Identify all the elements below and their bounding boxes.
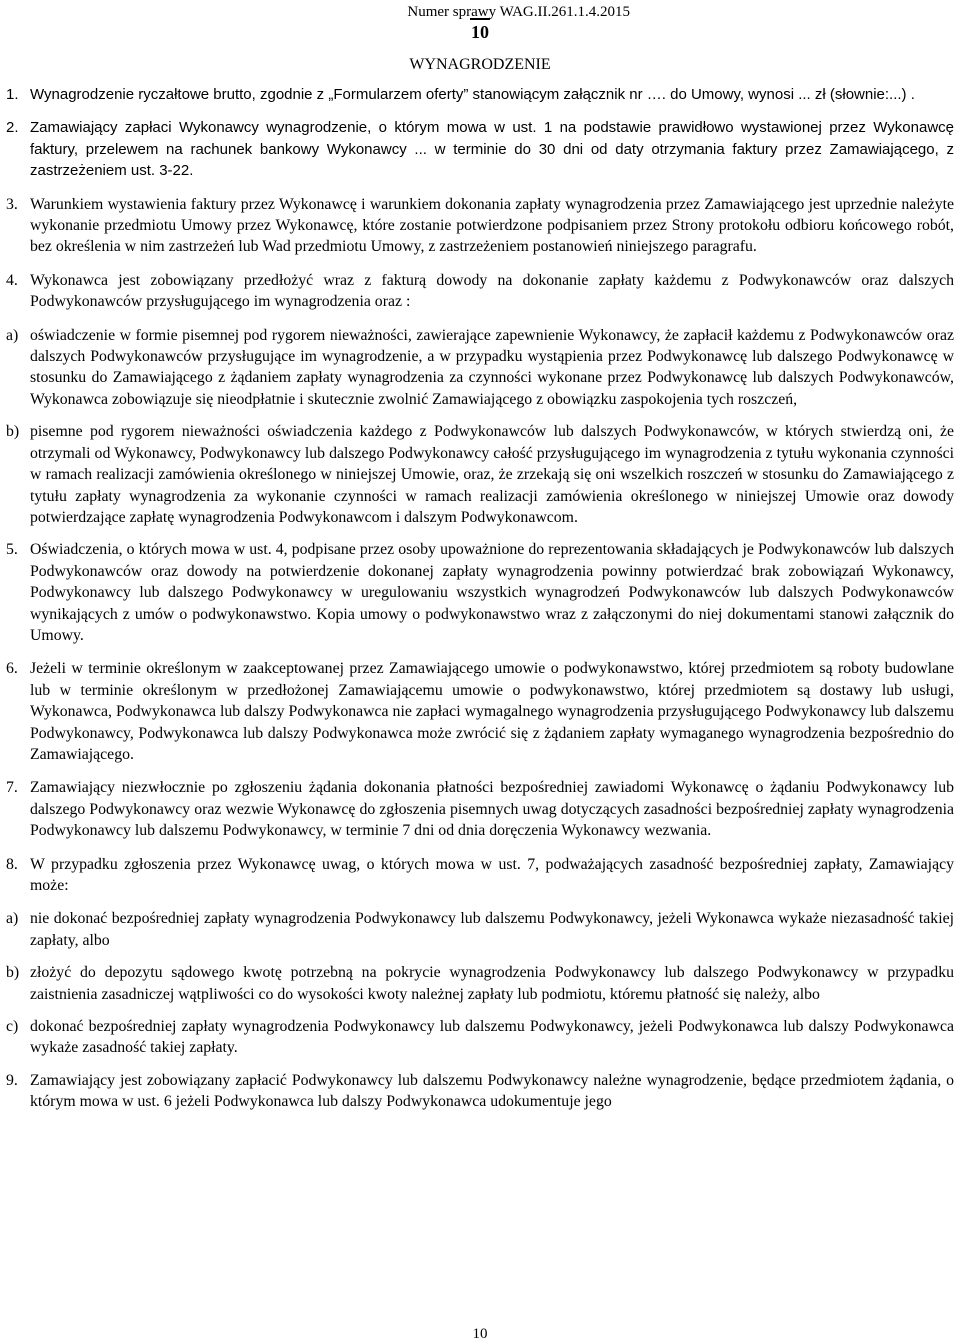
subpoint-letter: b) xyxy=(6,964,20,982)
paragraph-text: Zamawiający niezwłocznie po zgłoszeniu żądania dokonania płatności bezpośredniej zawiadomi Wykonawcę o żądaniu Podwykonawcy lub dalszego Podwykonawcy oraz wezwie Wykonawcę do zgłoszenia pisemnych uwag dotyczących zasadności bezpośredniej zapłaty wynagrodzenia Podwykonawcy lub dalszemu Podwykonawcy, w terminie 7 dni od dnia doręczenia Wykonawcy wezwania. xyxy=(30,779,954,840)
paragraph-4b xyxy=(6,421,954,528)
paragraph-number: 5. xyxy=(6,541,18,559)
paragraph-text: Wynagrodzenie ryczałtowe brutto, zgodnie z „Formularzem oferty” stanowiącym załącznik nr …. do Umowy, wynosi ... zł (słownie:...) . xyxy=(30,86,915,103)
paragraph-text: Wykonawca jest zobowiązany przedłożyć wraz z fakturą dowody na dokonanie zapłaty każdemu z Podwykonawców oraz dalszych Podwykonawców przysługującego im wynagrodzenia oraz : xyxy=(30,271,954,311)
case-number: Numer sprawy WAG.II.261.1.4.2015 xyxy=(407,4,630,20)
paragraph-text: Zamawiający jest zobowiązany zapłacić Podwykonawcy lub dalszemu Podwykonawcy należne wynagrodzenie, będące przedmiotem żądania, o którym mowa w ust. 6 jeżeli Podwykonawca lub dalszy Podwykonawca udokumentuje jego xyxy=(30,1071,954,1111)
paragraph-text: W przypadku zgłoszenia przez Wykonawcę uwag, o których mowa w ust. 7, podważających zasadność bezpośredniej zapłaty, Zamawiający może: xyxy=(30,855,954,894)
document-body xyxy=(6,84,954,1125)
paragraph-text: Warunkiem wystawienia faktury przez Wykonawcę i warunkiem dokonania zapłaty wynagrodzenia przez Zamawiającego jest uprzednie należyte wykonanie przedmiotu Umowy przez Wykonawcę, które zostanie potwierdzone podpisaniem przez Strony protokołu odbioru końcowego robót, bez określenia w nim zastrzeżeń lub Wad przedmiotu Umowy, z zastrzeżeniem postanowień niniejszego paragrafu. xyxy=(30,195,954,256)
subpoint-text: pisemne pod rygorem nieważności oświadczenia każdego z Podwykonawców lub dalszych Podwykonawców, w których stwierdzą oni, że otrzymali od Wykonawcy, Podwykonawcy lub dalszego Podwykonawcy całość przysługującego im wynagrodzenia z tytułu wykonania czynności w ramach realizacji zamówienia określonego w niniejszej Umowie, oraz, że zrzekają się oni wszelkich roszczeń w stosunku do Zamawiającego z tytułu zapłaty wynagrodzenia za wykonanie czynności w ramach realizacji zamówienia określonego w niniejszej Umowie oraz dowody potwierdzające zapłatę wynagrodzenia Podwykonawcom i dalszym Podwykonawcom. xyxy=(30,423,954,526)
subpoint-letter: b) xyxy=(6,423,20,441)
paragraph-6 xyxy=(6,658,954,765)
section-title: WYNAGRODZENIE xyxy=(409,56,551,73)
paragraph-number: 1. xyxy=(6,86,19,103)
paragraph-number: 9. xyxy=(6,1071,18,1089)
paragraph-number: 4. xyxy=(6,271,18,289)
subpoint-text: dokonać bezpośredniej zapłaty wynagrodzenia Podwykonawcy lub dalszemu Podwykonawcy, jeżeli Podwykonawca lub dalszy Podwykonawca wykaże zasadność takiej zapłaty. xyxy=(30,1018,954,1057)
paragraph-8 xyxy=(6,854,954,897)
subpoint-text: nie dokonać bezpośredniej zapłaty wynagrodzenia Podwykonawcy lub dalszemu Podwykonawcy, jeżeli Wykonawca wykaże niezasadność takiej zapłaty, albo xyxy=(30,910,954,949)
subpoint-text: złożyć do depozytu sądowego kwotę potrzebną na pokrycie wynagrodzenia Podwykonawcy lub dalszego Podwykonawcy w przypadku zaistnienia zasadniczej wątpliwości co do wysokości kwoty należnej zapłaty lub podmiotu, któremu płatność się należy, albo xyxy=(30,964,954,1003)
page-number: 10 xyxy=(472,1326,488,1342)
paragraph-9 xyxy=(6,1070,954,1113)
paragraph-4 xyxy=(6,270,954,313)
paragraph-8b xyxy=(6,962,954,1005)
paragraph-3 xyxy=(6,194,954,258)
paragraph-text: Zamawiający zapłaci Wykonawcy wynagrodzenie, o którym mowa w ust. 1 na podstawie prawidłowo wystawionej przez Wykonawcę faktury, przelewem na rachunek bankowy Wykonawcy ... w terminie do 30 dni od daty otrzymania faktury przez Zamawiającego, z zastrzeżeniem ust. 3-22. xyxy=(30,119,954,180)
paragraph-2 xyxy=(6,117,954,181)
paragraph-number: 2. xyxy=(6,119,19,137)
paragraph-7 xyxy=(6,777,954,841)
paragraph-number: 7. xyxy=(6,779,18,797)
paragraph-number: 8. xyxy=(6,855,18,873)
paragraph-8a xyxy=(6,908,954,951)
subpoint-letter: a) xyxy=(6,326,19,344)
paragraph-8c xyxy=(6,1016,954,1059)
paragraph-5 xyxy=(6,539,954,646)
subpoint-text: oświadczenie w formie pisemnej pod rygorem nieważności, zawierające zapewnienie Wykonawcy, że zapłacił każdemu z Podwykonawców oraz dalszych Podwykonawców przysługujące im wynagrodzenie, a w przypadku wystąpienia przez Podwykonawcę lub dalszego Podwykonawcę w stosunku do Zamawiającego z żądaniem zapłaty wynagrodzenia za czynności wykonane przez Podwykonawcę lub dalszych Podwykonawców, Wykonawca zobowiązuje się nieodpłatnie i skutecznie zwolnić Zamawiającego z obowiązku zaspokojenia tych roszczeń, xyxy=(30,326,954,408)
paragraph-text: Jeżeli w terminie określonym w zaakceptowanej przez Zamawiającego umowie o podwykonawstwo, której przedmiotem są roboty budowlane lub w terminie określonym w przedłożonej Zamawiającemu umowie o podwykonawstwo, której przedmiotem są dostawy lub usługi, Wykonawca, Podwykonawca lub dalszy Podwykonawca nie zapłaci wymagalnego wynagrodzenia przysługującego Podwykonawcy lub dalszemu Podwykonawcy, Podwykonawca lub dalszy Podwykonawca może zwrócić się z żądaniem zapłaty wymaganego wynagrodzenia bezpośrednio do Zamawiającego. xyxy=(30,660,954,763)
section-number xyxy=(0,22,960,43)
paragraph-4a xyxy=(6,325,954,411)
paragraph-number: 6. xyxy=(6,660,18,678)
subpoint-letter: a) xyxy=(6,910,19,928)
paragraph-1 xyxy=(6,84,954,105)
paragraph-number: 3. xyxy=(6,195,18,213)
section-number-text: 10 xyxy=(471,22,489,42)
subpoint-letter: c) xyxy=(6,1018,19,1036)
paragraph-text: Oświadczenia, o których mowa w ust. 4, podpisane przez osoby upoważnione do reprezentowania składających je Podwykonawców lub dalszych Podwykonawców oraz dowody na potwierdzenie dokonanej zapłaty wynagrodzenia powinny potwierdzać brak zobowiązań Wykonawcy, Podwykonawcy lub dalszego Podwykonawcy w uregulowaniu wszystkich wynagrodzeń Podwykonawców lub dalszych Podwykonawców wynikających z umów o podwykonawstwo. Kopia umowy o podwykonawstwo wraz z załączonymi do niej dokumentami stanowi załącznik do Umowy. xyxy=(30,541,954,644)
